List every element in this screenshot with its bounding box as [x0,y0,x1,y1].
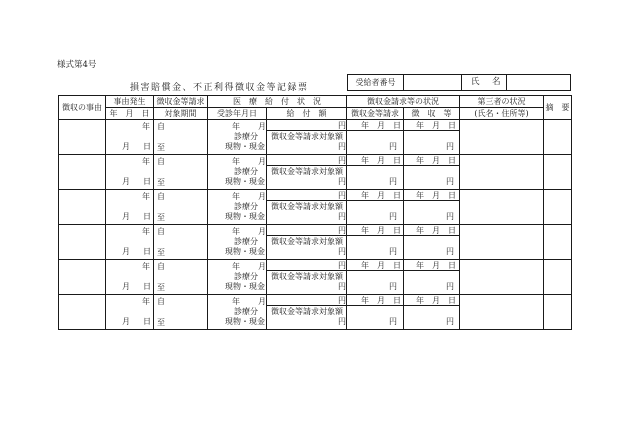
medical-year-label: 年 [232,157,240,166]
occurrence-date-cell[interactable] [106,190,154,225]
claim-yen-label: 円 [338,212,346,221]
period-from-label: 自 [157,157,165,166]
medical-date-cell[interactable] [208,225,267,260]
col-third-party-bottom: (氏名・住所等) [460,108,544,120]
occurrence-date-cell[interactable] [106,155,154,190]
received-yen-label: 円 [446,142,454,151]
claim-amount-yen-label: 円 [389,177,397,186]
summary-cell[interactable] [544,120,572,155]
occurrence-day-label: 日 [143,247,151,256]
third-party-cell[interactable] [460,260,544,295]
medical-month-label: 月 [258,122,266,131]
medical-year-label: 年 [232,227,240,236]
occurrence-date-cell[interactable] [106,260,154,295]
reason-cell[interactable] [59,225,106,260]
consult-type-label: 診療分 [234,237,258,246]
received-date-label: 年 月 日 [416,191,456,200]
record-table [58,95,572,330]
medical-amount-cell[interactable] [267,120,347,155]
occurrence-month-label: 月 [122,282,130,291]
consult-type-label: 診療分 [234,132,258,141]
col-period-top: 徴収金等請求 [154,96,208,108]
period-to-label: 至 [157,318,165,327]
collection-claim-cell[interactable] [347,225,404,260]
form-number: 様式第4号 [57,60,97,70]
occurrence-date-cell[interactable] [106,295,154,330]
table-row [59,225,572,260]
medical-year-label: 年 [232,122,240,131]
table-row [59,260,572,295]
reason-cell[interactable] [59,190,106,225]
third-party-cell[interactable] [460,295,544,330]
name-label-part-2: 名 [492,77,501,87]
medical-date-cell[interactable] [208,295,267,330]
period-cell[interactable] [154,120,208,155]
occurrence-day-label: 日 [143,212,151,221]
summary-cell[interactable] [544,155,572,190]
claim-yen-label: 円 [338,317,346,326]
summary-cell[interactable] [544,190,572,225]
period-from-label: 自 [157,227,165,236]
medical-month-label: 月 [258,297,266,306]
occurrence-month-label: 月 [122,212,130,221]
collection-received-cell[interactable] [404,295,460,330]
goods-cash-label: 現物・現金 [225,177,265,186]
claim-date-label: 年 月 日 [361,121,401,130]
medical-amount-cell[interactable] [267,155,347,190]
occurrence-year-label: 年 [142,122,150,131]
summary-cell[interactable] [544,260,572,295]
name-label [462,74,507,91]
medical-month-label: 月 [258,192,266,201]
name-field[interactable] [507,74,571,91]
medical-year-label: 年 [232,262,240,271]
occurrence-day-label: 日 [143,177,151,186]
received-yen-label: 円 [446,177,454,186]
collection-received-cell[interactable] [404,190,460,225]
col-occurrence-bottom: 年 月 日 [106,108,154,120]
col-third-party-top: 第三者の状況 [460,96,544,108]
col-collection-claim: 徴収金等請求 [347,108,404,120]
medical-date-cell[interactable] [208,190,267,225]
consult-type-label: 診療分 [234,202,258,211]
period-to-label: 至 [157,283,165,292]
collection-claim-cell[interactable] [347,120,404,155]
occurrence-year-label: 年 [142,192,150,201]
occurrence-date-cell[interactable] [106,120,154,155]
medical-amount-cell[interactable] [267,295,347,330]
col-medical-amount: 給 付 額 [267,108,347,120]
claim-yen-label: 円 [338,282,346,291]
claim-amount-yen-label: 円 [389,142,397,151]
claim-date-label: 年 月 日 [361,261,401,270]
summary-cell[interactable] [544,225,572,260]
col-medical-date: 受診年月日 [208,108,267,120]
medical-amount-cell[interactable] [267,260,347,295]
consult-type-label: 診療分 [234,167,258,176]
amount-yen-label: 円 [338,261,346,270]
period-to-label: 至 [157,143,165,152]
period-cell[interactable] [154,260,208,295]
received-date-label: 年 月 日 [416,156,456,165]
col-medical-top: 医 療 給 付 状 況 [208,96,347,108]
received-yen-label: 円 [446,282,454,291]
occurrence-date-cell[interactable] [106,225,154,260]
medical-date-cell[interactable] [208,155,267,190]
reason-cell[interactable] [59,155,106,190]
third-party-cell[interactable] [460,190,544,225]
col-collection-top: 徴収金請求等の状況 [347,96,460,108]
third-party-cell[interactable] [460,155,544,190]
name-label-part-1: 氏 [471,77,480,87]
claim-yen-label: 円 [338,247,346,256]
period-to-label: 至 [157,178,165,187]
claim-yen-label: 円 [338,142,346,151]
claim-amount-yen-label: 円 [389,247,397,256]
received-yen-label: 円 [446,317,454,326]
recipient-number-label: 受給者番号 [347,74,404,91]
claim-target-label: 徴収金等請求対象額 [271,272,343,281]
claim-target-label: 徴収金等請求対象額 [271,132,343,141]
amount-yen-label: 円 [338,156,346,165]
received-date-label: 年 月 日 [416,261,456,270]
collection-claim-cell[interactable] [347,295,404,330]
occurrence-year-label: 年 [142,227,150,236]
claim-yen-label: 円 [338,177,346,186]
collection-received-cell[interactable] [404,120,460,155]
amount-yen-label: 円 [338,226,346,235]
amount-yen-label: 円 [338,296,346,305]
period-cell[interactable] [154,225,208,260]
occurrence-day-label: 日 [143,317,151,326]
col-collection-received: 徴 収 等 [404,108,460,120]
summary-cell[interactable] [544,295,572,330]
collection-received-cell[interactable] [404,225,460,260]
consult-type-label: 診療分 [234,272,258,281]
claim-date-label: 年 月 日 [361,191,401,200]
goods-cash-label: 現物・現金 [225,282,265,291]
medical-month-label: 月 [258,157,266,166]
occurrence-day-label: 日 [143,282,151,291]
collection-claim-cell[interactable] [347,190,404,225]
medical-month-label: 月 [258,262,266,271]
occurrence-month-label: 月 [122,247,130,256]
claim-amount-yen-label: 円 [389,317,397,326]
occurrence-month-label: 月 [122,317,130,326]
occurrence-year-label: 年 [142,297,150,306]
period-cell[interactable] [154,155,208,190]
medical-amount-cell[interactable] [267,190,347,225]
collection-claim-cell[interactable] [347,260,404,295]
claim-amount-yen-label: 円 [389,282,397,291]
period-from-label: 自 [157,122,165,131]
claim-target-label: 徴収金等請求対象額 [271,167,343,176]
received-date-label: 年 月 日 [416,121,456,130]
col-period-bottom: 対象期間 [154,108,208,120]
third-party-cell[interactable] [460,120,544,155]
period-from-label: 自 [157,297,165,306]
table-row [59,190,572,225]
claim-date-label: 年 月 日 [361,156,401,165]
medical-month-label: 月 [258,227,266,236]
claim-target-label: 徴収金等請求対象額 [271,307,343,316]
recipient-number-field[interactable] [404,74,462,91]
medical-date-cell[interactable] [208,120,267,155]
claim-amount-yen-label: 円 [389,212,397,221]
period-from-label: 自 [157,262,165,271]
table-row [59,155,572,190]
period-cell[interactable] [154,295,208,330]
medical-year-label: 年 [232,297,240,306]
collection-received-cell[interactable] [404,260,460,295]
collection-received-cell[interactable] [404,155,460,190]
medical-amount-cell[interactable] [267,225,347,260]
period-to-label: 至 [157,213,165,222]
occurrence-month-label: 月 [122,177,130,186]
claim-target-label: 徴収金等請求対象額 [271,202,343,211]
received-yen-label: 円 [446,247,454,256]
goods-cash-label: 現物・現金 [225,317,265,326]
amount-yen-label: 円 [338,191,346,200]
consult-type-label: 診療分 [234,307,258,316]
period-to-label: 至 [157,248,165,257]
reason-cell[interactable] [59,260,106,295]
third-party-cell[interactable] [460,225,544,260]
amount-yen-label: 円 [338,121,346,130]
col-reason: 徴収の事由 [59,96,106,120]
claim-target-label: 徴収金等請求対象額 [271,237,343,246]
collection-claim-cell[interactable] [347,155,404,190]
reason-cell[interactable] [59,120,106,155]
occurrence-year-label: 年 [142,262,150,271]
goods-cash-label: 現物・現金 [225,212,265,221]
claim-date-label: 年 月 日 [361,226,401,235]
received-date-label: 年 月 日 [416,226,456,235]
received-date-label: 年 月 日 [416,296,456,305]
reason-cell[interactable] [59,295,106,330]
period-cell[interactable] [154,190,208,225]
medical-year-label: 年 [232,192,240,201]
medical-date-cell[interactable] [208,260,267,295]
period-from-label: 自 [157,192,165,201]
col-summary: 摘 要 [544,96,572,120]
goods-cash-label: 現物・現金 [225,247,265,256]
col-occurrence-top: 事由発生 [106,96,154,108]
goods-cash-label: 現物・現金 [225,142,265,151]
page-title: 損害賠償金、不正利得徴収金等記録票 [130,83,309,93]
received-yen-label: 円 [446,212,454,221]
occurrence-month-label: 月 [122,142,130,151]
table-row [59,295,572,330]
occurrence-day-label: 日 [143,142,151,151]
table-row [59,120,572,155]
occurrence-year-label: 年 [142,157,150,166]
claim-date-label: 年 月 日 [361,296,401,305]
